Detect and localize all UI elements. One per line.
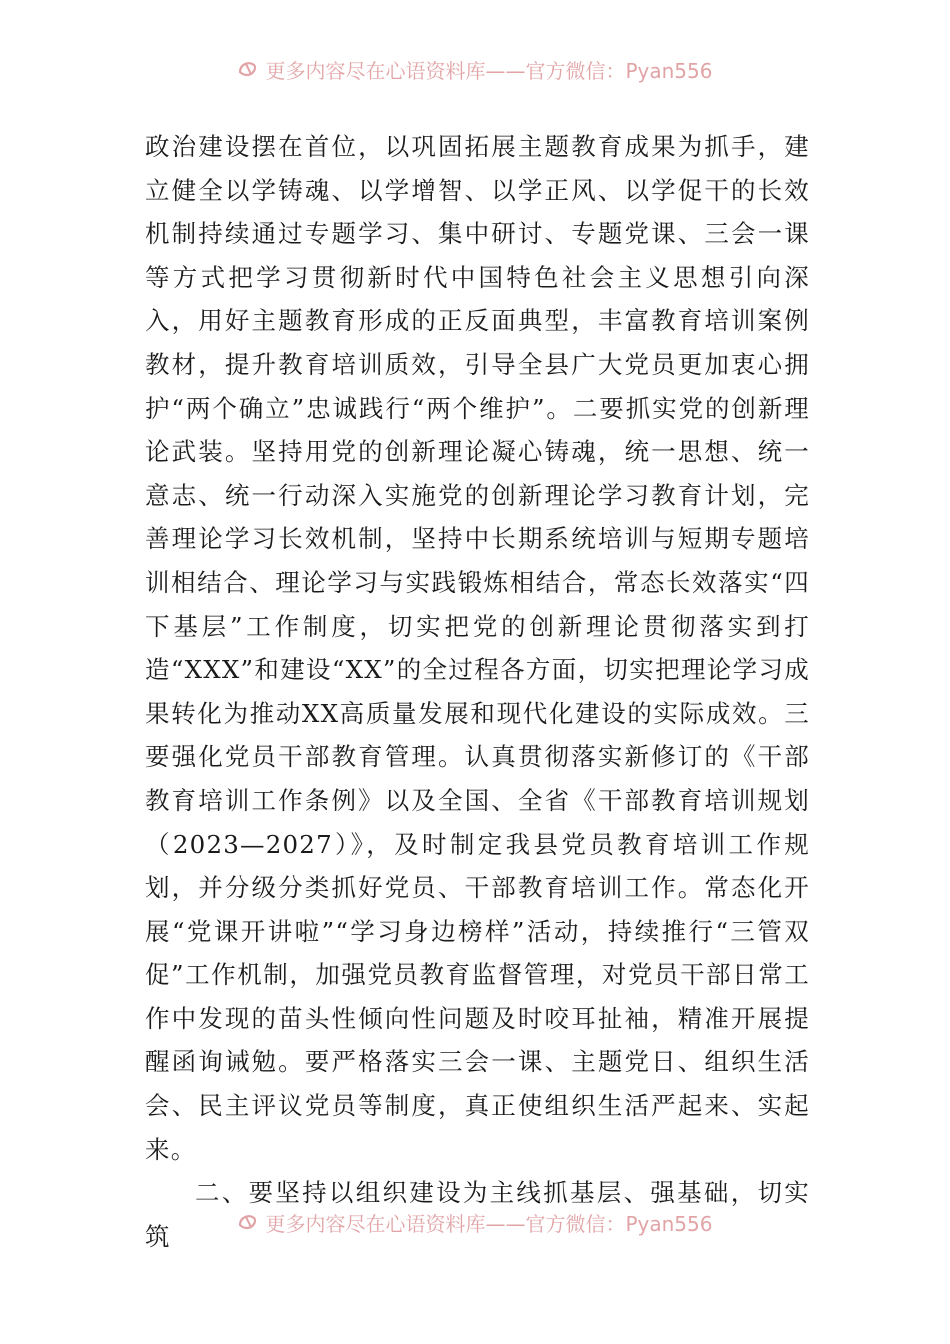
body-paragraph-2: 二、要坚持以组织建设为主线抓基层、强基础，切实筑 (145, 1178, 810, 1251)
watermark-logo-icon (237, 1211, 259, 1233)
watermark-text: 更多内容尽在心语资料库——官方微信：Pyan556 (265, 1211, 713, 1236)
body-paragraph-1: 政治建设摆在首位，以巩固拓展主题教育成果为抓手，建立健全以学铸魂、以学增智、以学正风、以学促干的长效机制持续通过专题学习、集中研讨、专题党课、三会一课等方式把学习贯彻新时代中国特色社会主义思想引向深入，用好主题教育形成的正反面典型，丰富教育培训案例教材，提升教育培训质效，引导全县广大党员更加衷心拥护“两个确立”忠诚践行“两个维护”。二要抓实党的创新理论武装。坚持用党的创新理论凝心铸魂，统一思想、统一意志、统一行动深入实施党的创新理论学习教育计划，完善理论学习长效机制，坚持中长期系统培训与短期专题培训相结合、理论学习与实践锻炼相结合，常态长效落实“四下基层”工作制度，切实把党的创新理论贯彻落实到打造“XXX”和建设“XX”的全过程各方面，切实把理论学习成果转化为推动XX高质量发展和现代化建设的实际成效。三要强化党员干部教育管理。认真贯彻落实新修订的《干部教育培训工作条例》以及全国、全省《干部教育培训规划（2023—2027）》，及时制定我县党员教育培训工作规划，并分级分类抓好党员、干部教育培训工作。常态化开展“党课开讲啦”“学习身边榜样”活动，持续推行“三管双促”工作机制，加强党员教育监督管理，对党员干部日常工作中发现的苗头性倾向性问题及时咬耳扯袖，精准开展提醒函询诫勉。要严格落实三会一课、主题党日、组织生活会、民主评议党员等制度，真正使组织生活严起来、实起来。 (145, 132, 810, 1164)
watermark-footer (0, 1205, 950, 1239)
watermark-header (0, 52, 950, 86)
watermark-text: 更多内容尽在心语资料库——官方微信：Pyan556 (265, 58, 713, 83)
watermark-logo-icon (237, 58, 259, 80)
document-body (145, 125, 810, 1258)
